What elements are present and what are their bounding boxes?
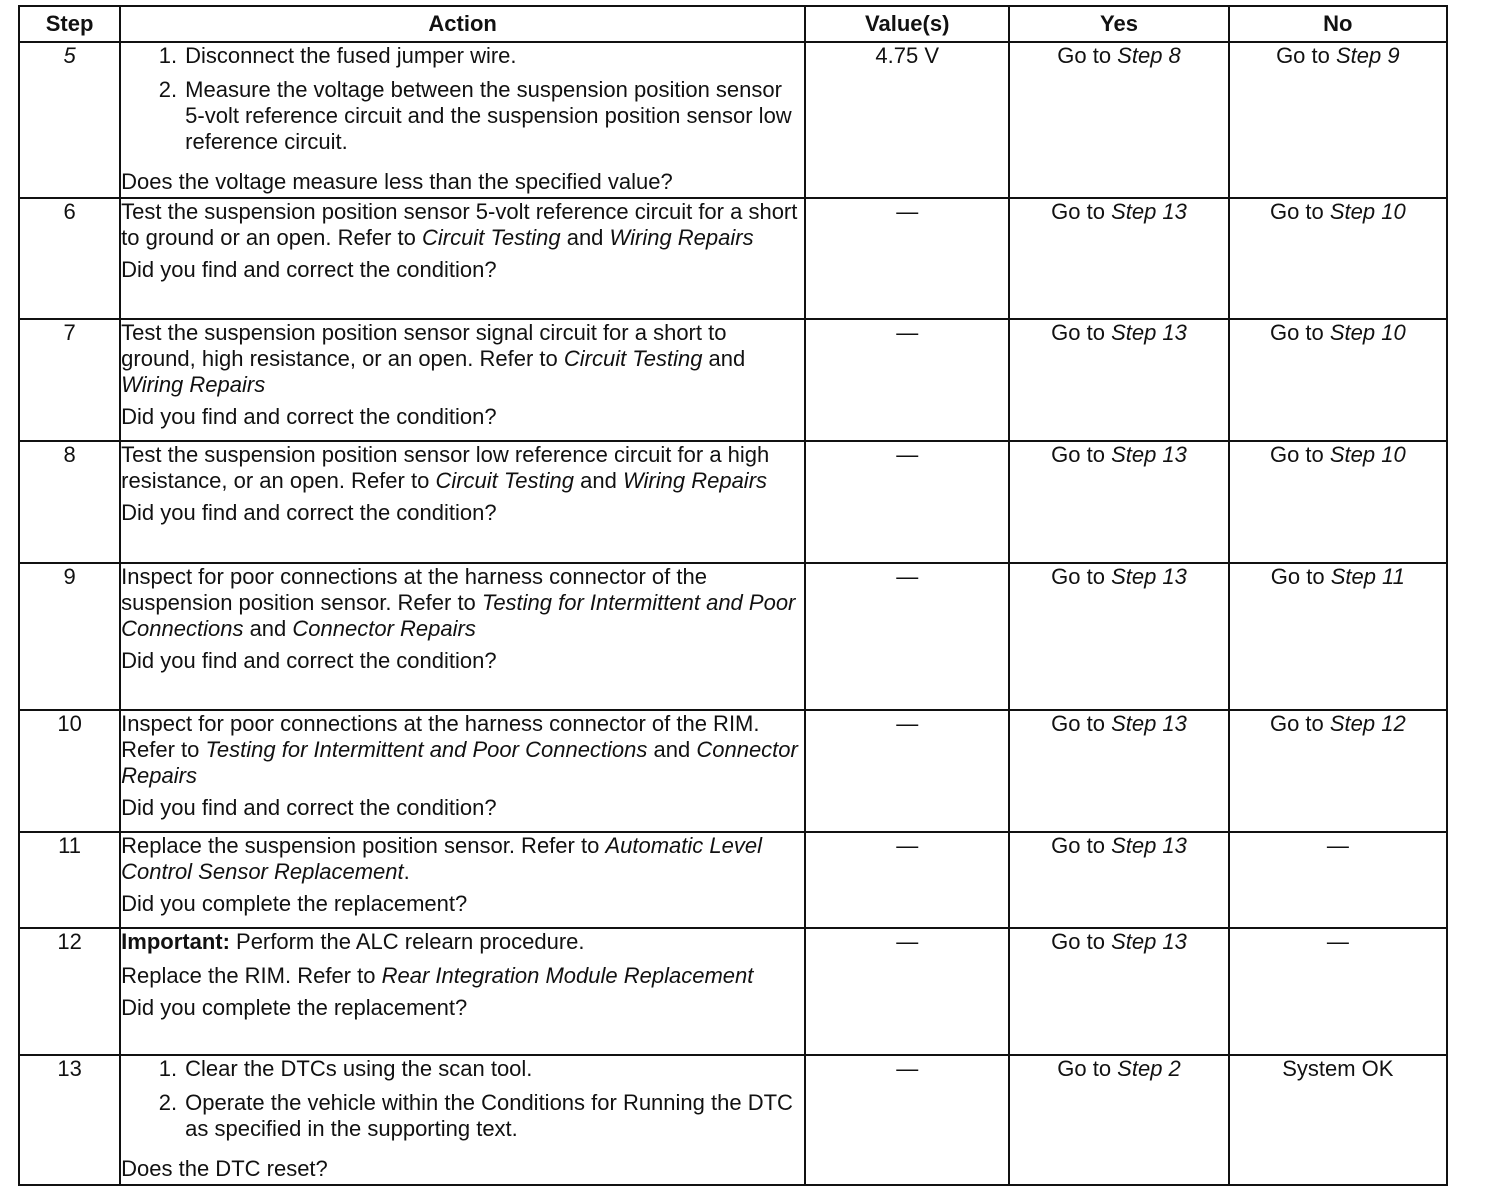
value-cell: — <box>805 928 1009 1055</box>
yes-cell <box>1009 832 1228 928</box>
value-cell: — <box>805 832 1009 928</box>
yes-prefix: Go to <box>1051 833 1112 858</box>
yes-step-link: Step 13 <box>1111 564 1187 589</box>
diagnostic-table <box>18 5 1448 1186</box>
no-step-link: Step 11 <box>1330 564 1405 589</box>
list-text: Clear the DTCs using the scan tool. <box>185 1056 533 1081</box>
question: Did you find and correct the condition? <box>121 795 497 820</box>
step-number: 9 <box>19 563 120 710</box>
list-number: 2. <box>158 1090 178 1115</box>
no-cell <box>1229 710 1447 832</box>
no-cell <box>1229 198 1447 319</box>
reference-link: Rear Integration Module Replacement <box>381 963 754 988</box>
yes-prefix: Go to <box>1051 199 1112 224</box>
no-prefix: Go to <box>1269 711 1330 736</box>
list-number: 1. <box>158 43 178 68</box>
step-number: 6 <box>19 198 120 319</box>
header-row <box>19 6 1447 42</box>
list-number: 2. <box>158 77 178 102</box>
yes-step-link: Step 8 <box>1117 43 1181 68</box>
action-cell <box>120 710 805 832</box>
reference-link: Circuit Testing <box>435 468 575 493</box>
reference-link: Testing for Intermittent and Poor Connections <box>121 590 796 641</box>
no-cell <box>1229 441 1447 563</box>
no-prefix: Go to <box>1269 199 1330 224</box>
no-cell <box>1229 563 1447 710</box>
action-cell <box>120 42 805 198</box>
table-row-step-7 <box>19 319 1447 441</box>
value-cell: — <box>805 710 1009 832</box>
list-text: Measure the voltage between the suspension position sensor 5-volt reference circuit and the suspension position sensor low reference circuit. <box>185 77 792 154</box>
important-note <box>121 929 804 955</box>
yes-step-link: Step 13 <box>1111 442 1187 467</box>
action-text-part: Test the suspension position sensor signal circuit for a short to ground, high resistance, or an open. Refer to <box>121 320 727 371</box>
no-step-link: Step 9 <box>1335 43 1400 68</box>
action-cell <box>120 198 805 319</box>
reference-link: Testing for Intermittent and Poor Connections <box>205 737 648 762</box>
no-step-link: Step 12 <box>1329 711 1406 736</box>
step-number: 11 <box>19 832 120 928</box>
step-number: 13 <box>19 1055 120 1185</box>
action-text-part: Test the suspension position sensor low reference circuit for a high resistance, or an open. Refer to <box>121 442 770 493</box>
action-text-part: Inspect for poor connections at the harness connector of the RIM. Refer to <box>121 711 760 762</box>
list-number: 1. <box>158 1056 178 1081</box>
action-text-part: Inspect for poor connections at the harness connector of the suspension position sensor. Refer to <box>121 564 707 615</box>
reference-link: Wiring Repairs <box>121 372 266 397</box>
table-row-step-9 <box>19 563 1447 710</box>
action-text-part: and <box>647 737 697 762</box>
no-prefix: Go to <box>1276 43 1336 68</box>
reference-link: Automatic Level Control Sensor Replacement <box>121 833 762 884</box>
yes-prefix: Go to <box>1051 711 1112 736</box>
question: Did you find and correct the condition? <box>121 404 497 429</box>
value-cell: — <box>805 319 1009 441</box>
reference-link: Wiring Repairs <box>622 468 768 493</box>
yes-cell <box>1009 319 1228 441</box>
action-cell <box>120 563 805 710</box>
action-cell <box>120 928 805 1055</box>
action-text <box>121 963 804 989</box>
reference-link: Connector Repairs <box>121 737 798 788</box>
step-number: 12 <box>19 928 120 1055</box>
action-text <box>121 833 804 885</box>
header-yes: Yes <box>1009 6 1228 42</box>
no-prefix: Go to <box>1269 442 1330 467</box>
yes-step-link: Step 13 <box>1111 833 1187 858</box>
action-cell <box>120 319 805 441</box>
reference-link: Circuit Testing <box>563 346 703 371</box>
table-row-step-11 <box>19 832 1447 928</box>
yes-step-link: Step 13 <box>1111 929 1187 954</box>
action-text-part: Replace the RIM. Refer to <box>121 963 382 988</box>
header-no: No <box>1229 6 1447 42</box>
action-text <box>121 711 804 789</box>
action-text-part: and <box>560 225 610 250</box>
action-text-part: and <box>574 468 623 493</box>
list-item <box>121 43 804 69</box>
yes-prefix: Go to <box>1051 442 1112 467</box>
yes-prefix: Go to <box>1051 320 1112 345</box>
yes-step-link: Step 13 <box>1111 711 1187 736</box>
table-row-step-13 <box>19 1055 1447 1185</box>
yes-prefix: Go to <box>1051 929 1112 954</box>
no-cell: — <box>1229 928 1447 1055</box>
action-text-part: . <box>403 859 410 884</box>
reference-link: Wiring Repairs <box>609 225 754 250</box>
action-text-part: Replace the suspension position sensor. Refer to <box>121 833 606 858</box>
table-row-step-10 <box>19 710 1447 832</box>
yes-cell <box>1009 710 1228 832</box>
no-step-link: Step 10 <box>1329 199 1406 224</box>
yes-cell <box>1009 441 1228 563</box>
question: Does the voltage measure less than the specified value? <box>121 169 673 194</box>
reference-link: Connector Repairs <box>292 616 476 641</box>
yes-cell <box>1009 1055 1228 1185</box>
no-step-link: Step 10 <box>1329 442 1406 467</box>
question: Did you complete the replacement? <box>121 995 468 1020</box>
important-label: Important: <box>121 929 230 954</box>
question: Did you complete the replacement? <box>121 891 468 916</box>
important-text: Perform the ALC relearn procedure. <box>229 929 585 954</box>
reference-link: Circuit Testing <box>422 225 561 250</box>
header-action: Action <box>120 6 805 42</box>
table-row-step-5 <box>19 42 1447 198</box>
action-cell <box>120 441 805 563</box>
list-text: Disconnect the fused jumper wire. <box>185 43 517 68</box>
action-text <box>121 564 804 642</box>
list-text: Operate the vehicle within the Conditions for Running the DTC as specified in the supporting text. <box>185 1090 793 1141</box>
action-text <box>121 442 804 494</box>
no-cell <box>1229 42 1447 198</box>
yes-prefix: Go to <box>1057 1056 1118 1081</box>
value-cell: — <box>805 1055 1009 1185</box>
no-cell: — <box>1229 832 1447 928</box>
step-number: 8 <box>19 441 120 563</box>
action-text-part: Test the suspension position sensor 5-volt reference circuit for a short to ground or an open. Refer to <box>121 199 798 250</box>
value-cell: — <box>805 441 1009 563</box>
no-prefix: Go to <box>1270 564 1331 589</box>
action-cell <box>120 832 805 928</box>
value-cell: 4.75 V <box>805 42 1009 198</box>
yes-cell <box>1009 928 1228 1055</box>
step-number: 10 <box>19 710 120 832</box>
yes-cell <box>1009 198 1228 319</box>
header-values: Value(s) <box>805 6 1009 42</box>
yes-cell <box>1009 563 1228 710</box>
no-step-link: Step 10 <box>1329 320 1406 345</box>
table-row-step-8 <box>19 441 1447 563</box>
yes-step-link: Step 13 <box>1111 199 1187 224</box>
yes-step-link: Step 2 <box>1117 1056 1181 1081</box>
action-text-part: and <box>243 616 293 641</box>
value-cell: — <box>805 198 1009 319</box>
yes-prefix: Go to <box>1057 43 1118 68</box>
question: Did you find and correct the condition? <box>121 500 497 525</box>
action-text <box>121 320 804 398</box>
value-cell: — <box>805 563 1009 710</box>
no-prefix: Go to <box>1269 320 1330 345</box>
yes-prefix: Go to <box>1051 564 1112 589</box>
question: Did you find and correct the condition? <box>121 257 497 282</box>
list-item <box>121 77 804 155</box>
header-step: Step <box>19 6 120 42</box>
action-text-part: and <box>702 346 746 371</box>
list-item <box>121 1090 804 1142</box>
step-number: 7 <box>19 319 120 441</box>
action-cell <box>120 1055 805 1185</box>
list-item <box>121 1056 804 1082</box>
table-row-step-6 <box>19 198 1447 319</box>
yes-cell <box>1009 42 1228 198</box>
step-number: 5 <box>19 42 120 198</box>
action-text <box>121 199 804 251</box>
table-row-step-12 <box>19 928 1447 1055</box>
no-cell: System OK <box>1229 1055 1447 1185</box>
yes-step-link: Step 13 <box>1111 320 1187 345</box>
question: Did you find and correct the condition? <box>121 648 497 673</box>
question: Does the DTC reset? <box>121 1156 328 1181</box>
no-cell <box>1229 319 1447 441</box>
